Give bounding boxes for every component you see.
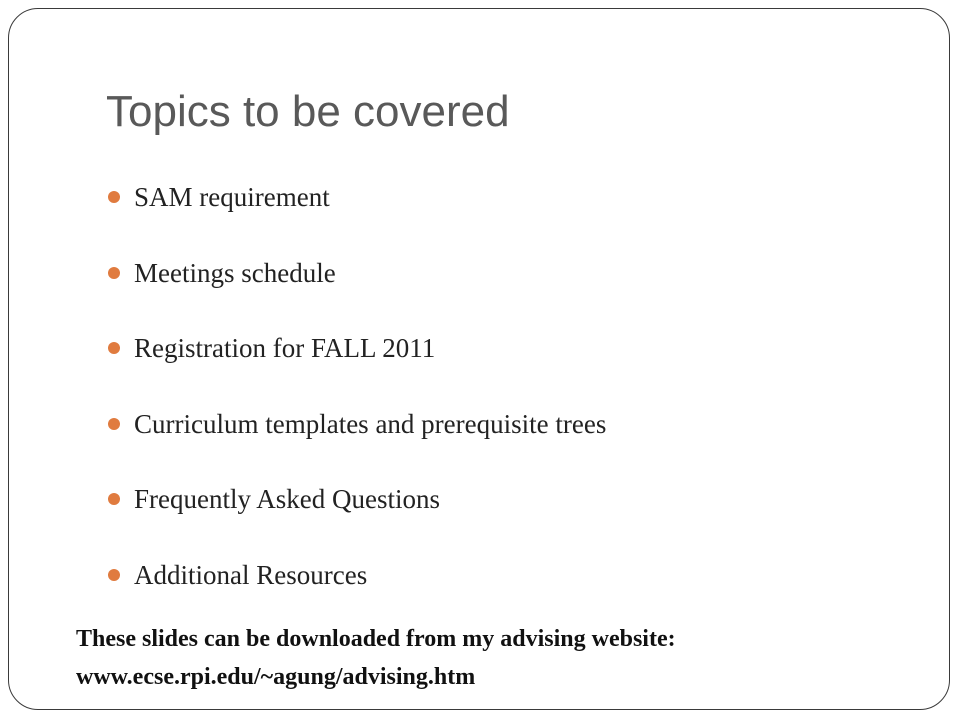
list-item [106,404,606,480]
bullet-icon [108,569,120,581]
bullet-icon [108,267,120,279]
list-item-label: Frequently Asked Questions [134,484,440,514]
bullet-icon [108,342,120,354]
list-item [106,253,606,329]
list-item-label: SAM requirement [134,182,330,212]
list-item [106,328,606,404]
list-item [106,555,606,631]
list-item-label: Meetings schedule [134,257,336,288]
download-note [76,620,676,696]
list-item-label: Additional Resources [134,559,368,590]
topic-list [106,177,606,630]
list-item-label: Curriculum templates and prerequisite trees [134,408,607,439]
list-item [106,479,606,555]
list-item [106,177,606,253]
list-item-label: Registration for FALL 2011 [134,333,436,363]
advising-website-url: www.ecse.rpi.edu/~agung/advising.htm [76,664,476,690]
slide-title: Topics to be covered [106,87,510,136]
bullet-icon [108,418,120,430]
bullet-icon [108,493,120,505]
download-note-text: These slides can be downloaded from my advising website: [76,626,676,652]
bullet-icon [108,191,120,203]
